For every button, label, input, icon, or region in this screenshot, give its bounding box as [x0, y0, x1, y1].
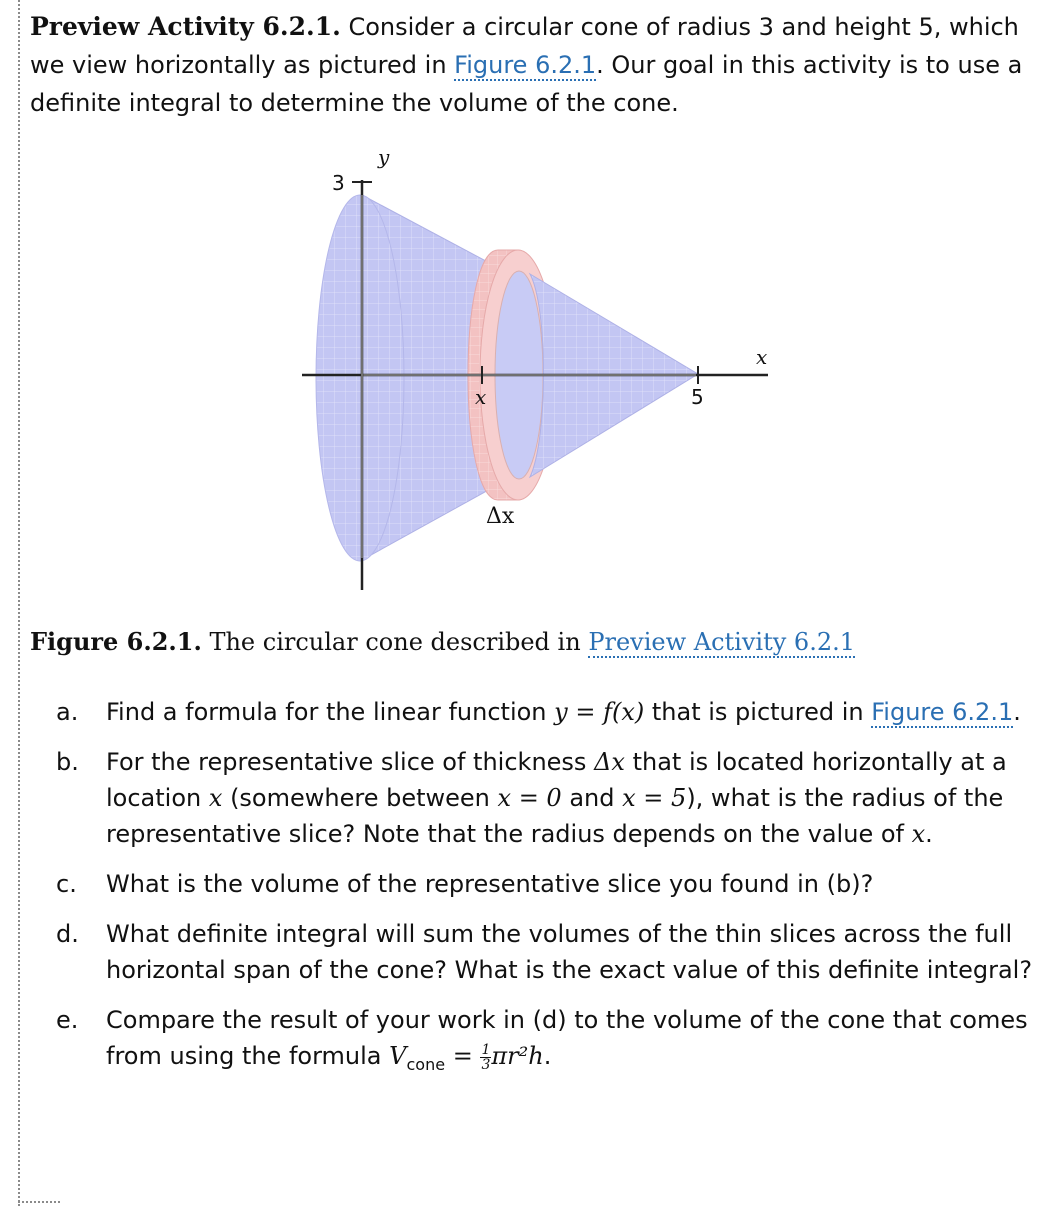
task-marker: b.	[56, 748, 79, 776]
math-expr: x = 5	[622, 784, 687, 812]
math-v: V	[389, 1042, 407, 1070]
activity-title: Preview Activity 6.2.1.	[30, 12, 341, 41]
math-expr: x	[208, 784, 223, 812]
figure-link[interactable]: Figure 6.2.1	[454, 51, 597, 79]
task-text: .	[543, 1042, 552, 1070]
math-rest: πr²h	[491, 1042, 544, 1070]
cone-volume-formula	[389, 1042, 544, 1074]
task-marker: e.	[56, 1006, 79, 1034]
fraction	[480, 1043, 491, 1072]
math-expr: y = f(x)	[554, 698, 645, 726]
cone-diagram	[290, 138, 790, 598]
task-c	[56, 866, 1036, 902]
math-subscript: cone	[406, 1054, 446, 1074]
intro-text-1: Consider a circular cone of radius 3 and height 5, which we view horizontally as pictured in	[30, 13, 1019, 79]
math-expr: Δx	[594, 748, 625, 776]
task-text: Find a formula for the linear function	[106, 698, 547, 726]
task-text: .	[925, 820, 933, 848]
figure-link[interactable]: Figure 6.2.1	[871, 698, 1014, 726]
tick-x-5-label: 5	[691, 385, 704, 409]
task-b	[56, 744, 1036, 852]
cone-base-ellipse	[316, 195, 404, 561]
task-text: For the representative slice of thickness	[106, 748, 587, 776]
task-text: Compare the result of your work in (d) to the volume of the cone that comes from using the formula	[106, 1006, 1028, 1070]
task-text: ), what is the radius of the representative slice? Note that the radius depends on the value of	[106, 784, 1004, 848]
fraction-numerator: 1	[481, 1042, 491, 1058]
slice-thickness-label: Δx	[486, 504, 515, 529]
caption-label: Figure 6.2.1.	[30, 627, 202, 656]
task-e	[56, 1002, 1036, 1083]
intro-text-2: . Our goal in this activity is to use a definite integral to determine the volume of the cone.	[30, 51, 1023, 117]
activity-intro	[30, 8, 1040, 122]
task-list	[56, 694, 1036, 1097]
frame-bottom-edge	[18, 1201, 60, 1203]
task-marker: a.	[56, 698, 79, 726]
tick-y-label: 3	[332, 171, 345, 195]
task-a	[56, 694, 1036, 730]
cone-figure	[290, 138, 790, 598]
task-d	[56, 916, 1036, 988]
task-marker: d.	[56, 920, 79, 948]
task-text: and	[569, 784, 615, 812]
task-text: What definite integral will sum the volumes of the thin slices across the full horizontal span of the cone? What is the exact value of this definite integral?	[106, 920, 1033, 984]
task-text: .	[1013, 698, 1021, 726]
figure-caption	[30, 622, 1040, 662]
x-axis-label: x	[756, 345, 768, 369]
y-axis-label: y	[378, 145, 390, 169]
task-marker: c.	[56, 870, 77, 898]
math-expr: x	[911, 820, 926, 848]
caption-link[interactable]: Preview Activity 6.2.1	[588, 628, 855, 656]
fraction-denominator: 3	[481, 1057, 491, 1073]
caption-text: The circular cone described in	[209, 628, 581, 656]
tick-x-var-label: x	[475, 385, 487, 409]
task-text: (somewhere between	[230, 784, 490, 812]
task-text: What is the volume of the representative slice you found in (b)?	[106, 870, 874, 898]
task-text: that is pictured in	[651, 698, 864, 726]
math-expr: x = 0	[497, 784, 562, 812]
task-text: that is located horizontally at a location	[106, 748, 1007, 812]
math-equals: =	[445, 1042, 481, 1070]
